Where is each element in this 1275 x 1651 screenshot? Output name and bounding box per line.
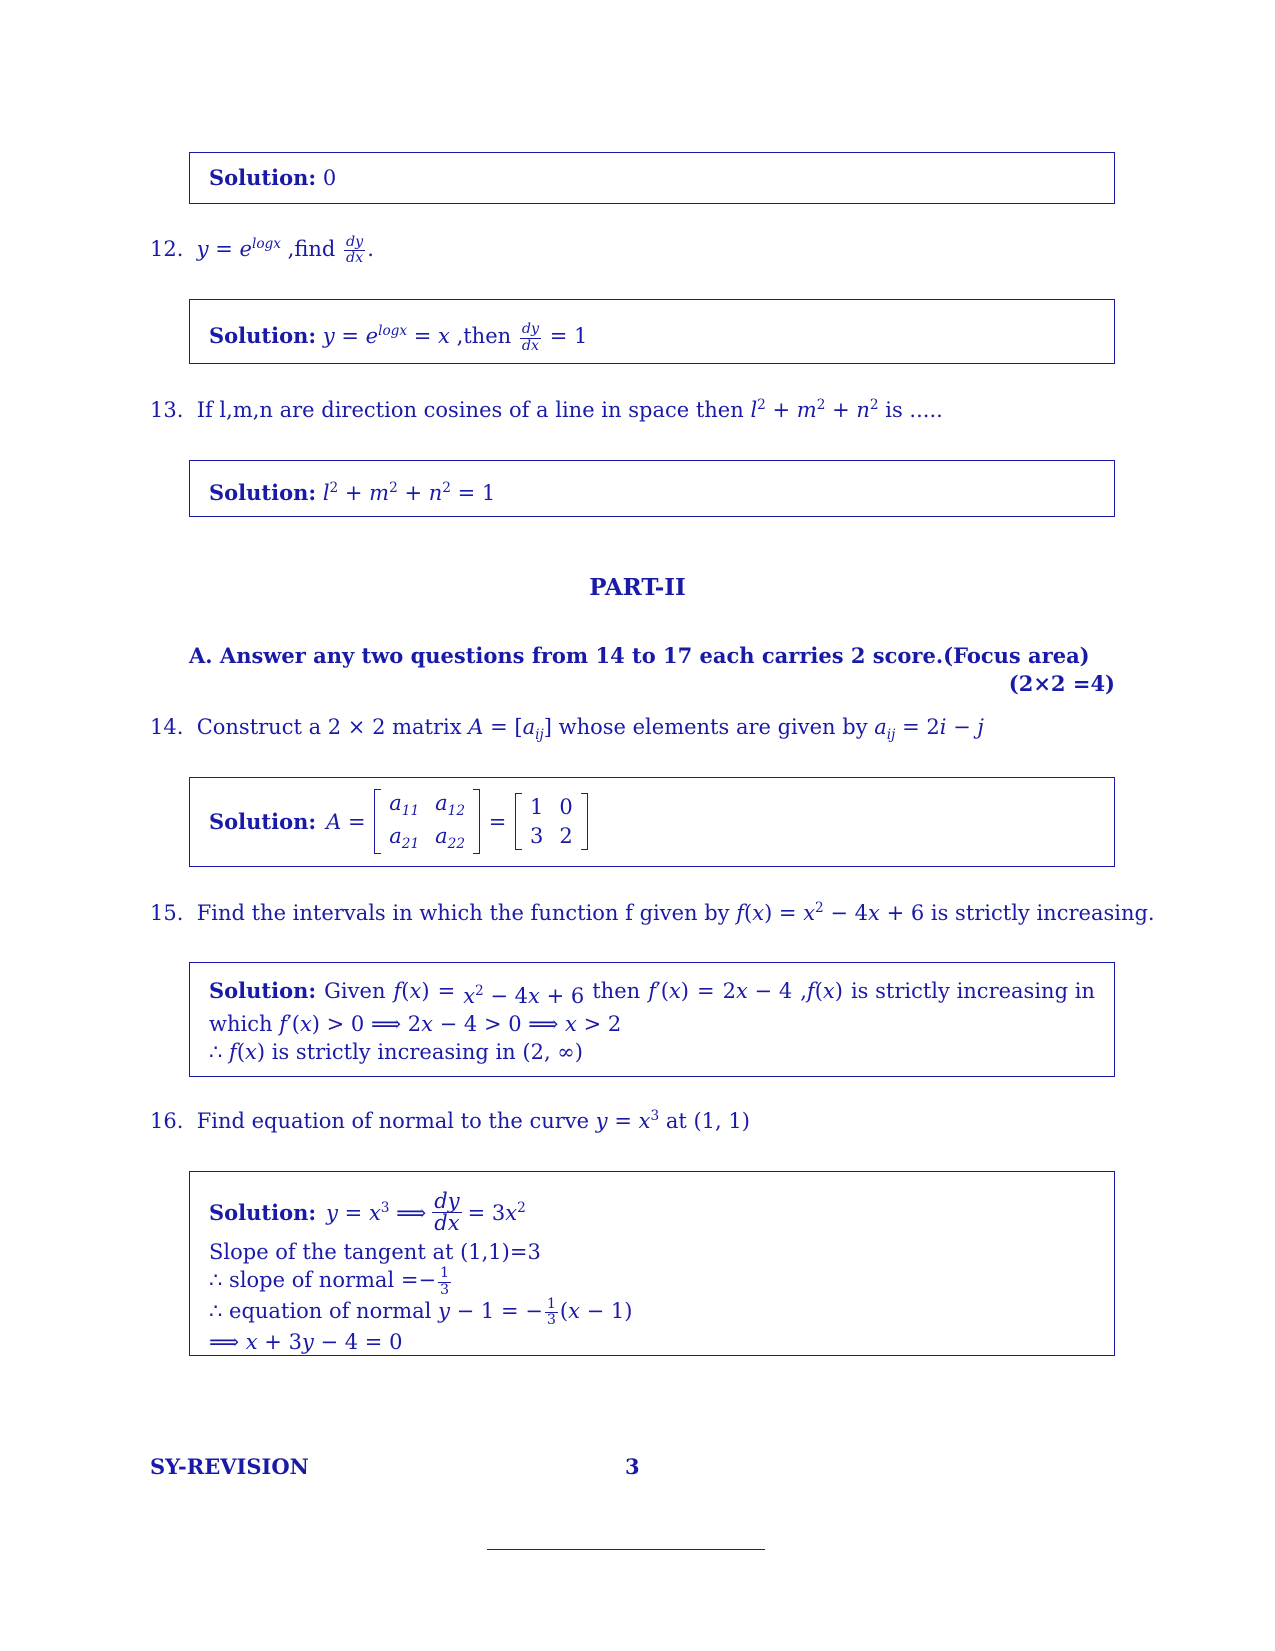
- solution-box-15: Solution: Given f(x) = $x^2 - 4x + 6$ then f′(x) = 2x − 4 ,f(x) is strictly increasing in which f′(x) > 0 ⟹ 2x − 4 > 0 ⟹ x > 2 ∴ f(x) is strictly increasing in (2, ∞): [189, 962, 1115, 1077]
- question-15-text2: is strictly increasing.: [930, 901, 1155, 925]
- symbolic-matrix: $a_{11}$ $a_{12}$ $a_{21}$ $a_{22}$: [374, 789, 480, 854]
- question-14-text2: whose elements are given by: [558, 715, 868, 739]
- solution-box-11: [189, 152, 1115, 204]
- solution-11-value: 0: [322, 166, 337, 190]
- question-16-text1: Find equation of normal to the curve: [196, 1109, 590, 1133]
- solution-box-16: Solution: $y = x^3$ ⟹ $\frac{dy}{dx}$ = $3x^2$ Slope of the tangent at (1,1)=3 ∴ slope of normal =− $\frac{1}{3}$ ∴ equation of normal y − 1 = − $\frac{1}{3}$ (x − 1) ⟹ x + 3y − 4 = 0: [189, 1171, 1115, 1356]
- solution-12-then: ,then: [456, 324, 512, 348]
- question-15-text1: Find the intervals in which the function f given by: [196, 901, 730, 925]
- solution-box-12: Solution: $y = e^{logx} = x$ ,then $\frac{dy}{dx}$ = 1: [189, 299, 1115, 364]
- question-16: 16. Find equation of normal to the curve $y = x^3$ at (1, 1): [150, 1108, 750, 1133]
- solution-16-eq-normal: ∴ equation of normal: [209, 1298, 432, 1323]
- numeric-matrix: 1 0 3 2: [515, 793, 588, 850]
- question-12: 12. $y = e^{logx}$ ,find $\frac{dy}{dx}$ .: [150, 234, 374, 267]
- question-14-text1: Construct a 2 × 2 matrix: [196, 715, 462, 739]
- question-15: 15. Find the intervals in which the function f given by $f(x) = x^2 - 4x + 6$ is strictly increasing.: [150, 900, 1155, 925]
- question-number: 14.: [150, 715, 184, 739]
- solution-15-which: which: [209, 1012, 273, 1036]
- section-a-heading: A. Answer any two questions from 14 to 17 each carries 2 score.(Focus area): [189, 643, 1090, 668]
- question-number: 15.: [150, 901, 184, 925]
- solution-label: Solution:: [209, 1199, 317, 1225]
- question-number: 16.: [150, 1109, 184, 1133]
- section-a-marks: (2×2 =4): [1008, 671, 1115, 696]
- solution-15-line3: is strictly increasing in: [271, 1040, 516, 1064]
- question-13-tail: is .....: [885, 398, 943, 422]
- solution-16-slope-tangent: Slope of the tangent at (1,1)=3: [209, 1240, 541, 1264]
- solution-15-then: then: [592, 979, 641, 1003]
- question-12-find: ,find: [287, 236, 336, 261]
- solution-15-tail1: is strictly increasing in: [850, 979, 1095, 1003]
- page-number: 3: [625, 1454, 640, 1479]
- solution-15-given: Given: [324, 979, 386, 1003]
- solution-label: Solution:: [209, 809, 317, 834]
- question-13: 13. If l,m,n are direction cosines of a line in space then $l^2 + m^2 + n^2$ is .....: [150, 397, 943, 422]
- solution-16-slope-normal: ∴ slope of normal =: [209, 1268, 419, 1292]
- solution-box-13: Solution: $l^2 + m^2 + n^2 = 1$: [189, 460, 1115, 517]
- bottom-rule: [487, 1549, 765, 1550]
- question-16-text2: at: [665, 1109, 687, 1133]
- solution-label: Solution:: [209, 165, 317, 190]
- footer-left: SY-REVISION: [150, 1454, 309, 1479]
- solution-box-14: Solution: A = $a_{11}$ $a_{12}$ $a_{21}$ $a_{22}$ = 1 0 3 2: [189, 777, 1115, 867]
- question-14: 14. Construct a 2 × 2 matrix $A = [a_{ij}]$ whose elements are given by $a_{ij} = 2i - j$: [150, 715, 984, 744]
- solution-12-result: = 1: [549, 324, 588, 348]
- question-number: 12.: [150, 236, 184, 261]
- question-number: 13.: [150, 398, 184, 422]
- part-title: PART-II: [589, 574, 686, 601]
- question-13-text: If l,m,n are direction cosines of a line in space then: [196, 398, 744, 422]
- solution-label: Solution:: [209, 978, 317, 1003]
- solution-label: Solution:: [209, 480, 317, 505]
- solution-label: Solution:: [209, 323, 317, 348]
